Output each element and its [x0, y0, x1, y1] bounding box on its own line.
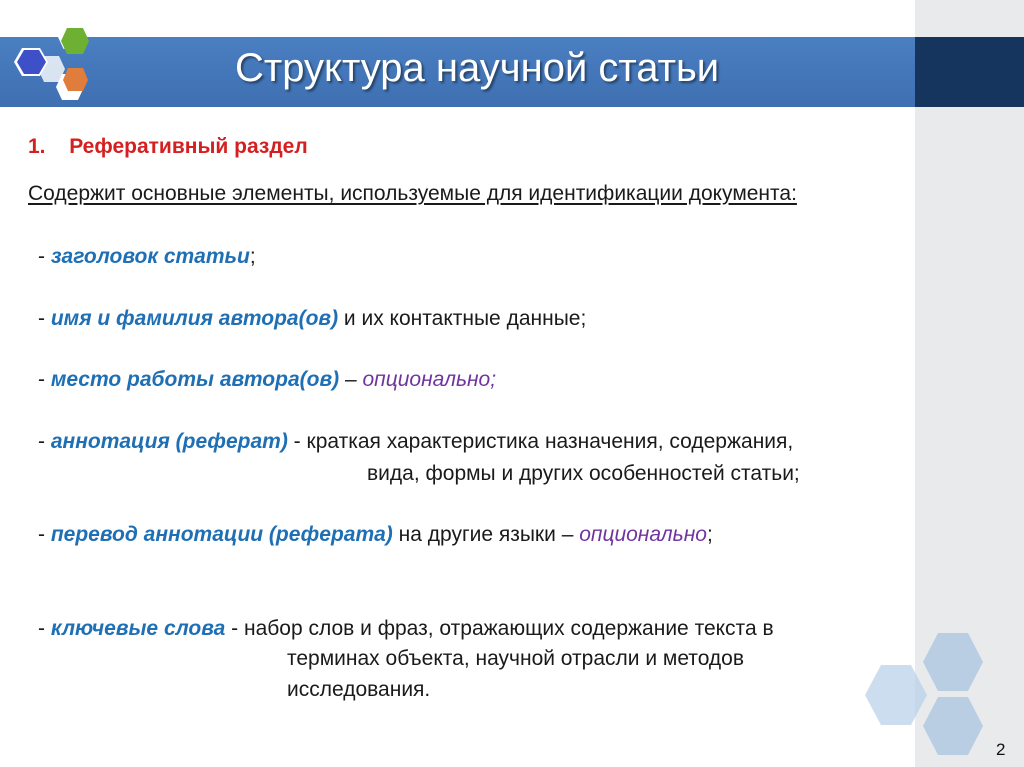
section-number: 1. — [28, 135, 46, 158]
page-number: 2 — [996, 740, 1006, 759]
list-item: - имя и фамилия автора(ов) и их контактные данные; — [38, 307, 587, 330]
item-term: перевод аннотации (реферата) — [50, 523, 393, 546]
item-term: заголовок статьи — [50, 245, 250, 268]
decorative-hexagons-icon — [855, 625, 1015, 760]
item-term: место работы автора(ов) — [50, 368, 340, 391]
slide-title: Структура научной статьи — [235, 46, 720, 90]
section-title: Реферативный раздел — [69, 135, 308, 158]
item-term: имя и фамилия автора(ов) — [50, 307, 339, 330]
optional-label: опционально — [362, 368, 491, 391]
list-item-continuation: вида, формы и других особенностей статьи; — [367, 462, 800, 485]
list-item-continuation: исследования. — [287, 678, 431, 701]
list-item: - ключевые слова - набор слов и фраз, отражающих содержание текста в — [38, 617, 774, 640]
optional-label: опционально — [579, 523, 707, 546]
intro-text: Содержит основные элементы, используемые для идентификации документа: — [28, 182, 797, 205]
list-item: - аннотация (реферат) - краткая характеристика назначения, содержания, — [38, 430, 794, 453]
list-item: - место работы автора(ов) – опционально; — [38, 368, 497, 391]
list-item: - перевод аннотации (реферата) на другие языки – опционально; — [38, 523, 713, 546]
list-item: - заголовок статьи; — [38, 245, 256, 268]
item-term: ключевые слова — [50, 617, 226, 640]
section-heading — [28, 134, 308, 160]
item-term: аннотация (реферат) — [50, 430, 288, 453]
list-item-continuation: терминах объекта, научной отрасли и методов — [287, 647, 744, 670]
